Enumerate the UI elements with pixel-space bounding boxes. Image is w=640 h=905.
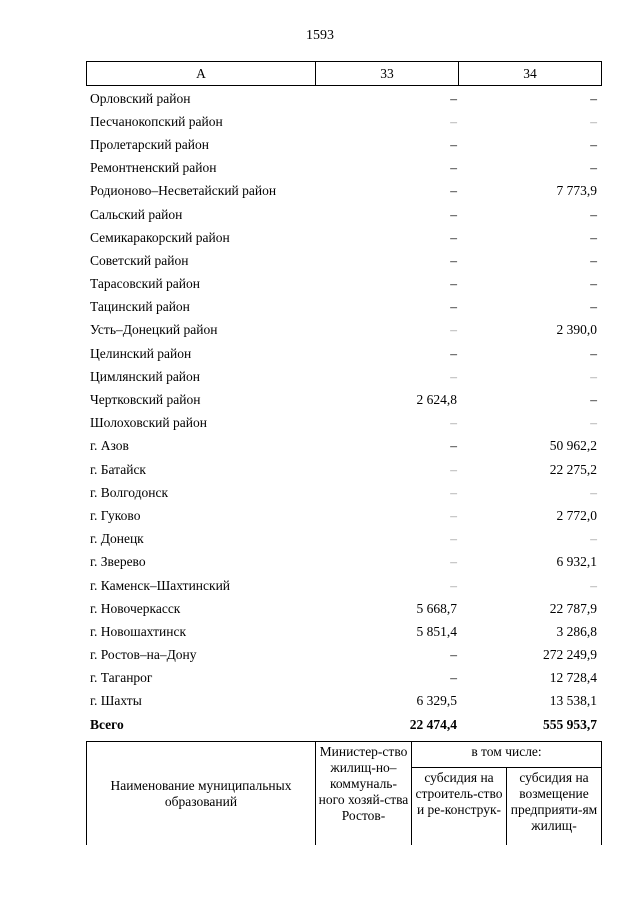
value-col-33: – [450, 507, 457, 523]
table-row [86, 133, 601, 156]
row-name: г. Волгодонск [90, 484, 169, 500]
table-row [86, 667, 601, 690]
value-col-34: – [590, 252, 597, 268]
value-col-33: – [450, 461, 457, 477]
value-col-33: – [450, 438, 457, 454]
table-row [86, 157, 601, 180]
value-col-33: – [450, 252, 457, 268]
value-col-34: 6 932,1 [556, 554, 597, 570]
table-row [86, 597, 601, 620]
table-row [86, 319, 601, 342]
value-col-33: – [450, 322, 457, 338]
value-col-33: – [450, 484, 457, 500]
table-row [86, 87, 601, 110]
value-col-34: – [590, 415, 597, 431]
row-name: Советский район [90, 252, 189, 268]
value-col-34: – [590, 299, 597, 315]
value-col-34: 555 953,7 [543, 716, 597, 732]
table-row [86, 180, 601, 203]
value-col-33: – [450, 368, 457, 384]
table-row [86, 226, 601, 249]
value-col-33: 6 329,5 [416, 693, 457, 709]
row-name: г. Азов [90, 438, 129, 454]
value-col-33: – [450, 136, 457, 152]
row-name: Орловский район [90, 90, 191, 106]
table-row [86, 203, 601, 226]
row-name: Тарасовский район [90, 276, 200, 292]
footer-subsidy-compensation-header: субсидия на возмещение предприяти-ям жилищ- [507, 768, 602, 846]
row-name: Цимлянский район [90, 368, 201, 384]
value-col-34: 22 275,2 [549, 461, 597, 477]
row-name: Семикаракорский район [90, 229, 230, 245]
table-row [86, 435, 601, 458]
value-col-34: 13 538,1 [549, 693, 597, 709]
row-name: Усть–Донецкий район [90, 322, 218, 338]
value-col-34: – [590, 113, 597, 129]
value-col-33: – [450, 577, 457, 593]
table-row [86, 458, 601, 481]
value-col-34: 12 728,4 [549, 670, 597, 686]
value-col-34: 2 390,0 [556, 322, 597, 338]
table-row [86, 644, 601, 667]
value-col-34: – [590, 136, 597, 152]
table-row [86, 296, 601, 319]
value-col-34: – [590, 229, 597, 245]
table-row [86, 528, 601, 551]
value-col-33: 22 474,4 [409, 716, 457, 732]
row-name: г. Новочеркасск [90, 600, 181, 616]
row-name: г. Гуково [90, 507, 141, 523]
row-name: Сальский район [90, 206, 183, 222]
value-col-34: 7 773,9 [556, 183, 597, 199]
row-name: Ремонтненский район [90, 160, 217, 176]
value-col-33: – [450, 299, 457, 315]
value-col-33: 2 624,8 [416, 392, 457, 408]
value-col-33: – [450, 160, 457, 176]
table-row [86, 342, 601, 365]
row-name: г. Зверево [90, 554, 146, 570]
table-row [86, 249, 601, 272]
total-row [86, 713, 601, 736]
page-number: 1593 [306, 28, 334, 43]
value-col-34: 3 286,8 [556, 623, 597, 639]
footer-including-header: в том числе: [412, 742, 602, 768]
value-col-34: 2 772,0 [556, 507, 597, 523]
value-col-33: – [450, 554, 457, 570]
table-row [86, 551, 601, 574]
row-name: Песчанокопский район [90, 113, 223, 129]
table-row [86, 365, 601, 388]
value-col-34: 50 962,2 [549, 438, 597, 454]
value-col-34: – [590, 160, 597, 176]
value-col-34: – [590, 345, 597, 361]
value-col-33: – [450, 415, 457, 431]
column-header-a: А [87, 62, 316, 86]
value-col-34: – [590, 276, 597, 292]
table-row [86, 481, 601, 504]
column-header-34: 34 [459, 62, 602, 86]
value-col-33: – [450, 90, 457, 106]
value-col-33: 5 668,7 [416, 600, 457, 616]
footer-subsidy-construction-header: субсидия на строитель-ство и ре-конструк- [412, 768, 507, 846]
table-row [86, 690, 601, 713]
row-name: Целинский район [90, 345, 192, 361]
value-col-34: – [590, 577, 597, 593]
value-col-33: – [450, 647, 457, 663]
column-header-33: 33 [316, 62, 459, 86]
value-col-34: – [590, 90, 597, 106]
footer-header-table [86, 741, 602, 845]
row-name: Шолоховский район [90, 415, 207, 431]
value-col-33: – [450, 206, 457, 222]
row-name: г. Ростов–на–Дону [90, 647, 197, 663]
row-name: Родионово–Несветайский район [90, 183, 277, 199]
row-name: г. Новошахтинск [90, 623, 186, 639]
value-col-33: – [450, 229, 457, 245]
value-col-34: 272 249,9 [543, 647, 597, 663]
data-rows [86, 87, 601, 736]
value-col-33: – [450, 183, 457, 199]
value-col-33: – [450, 345, 457, 361]
table-row [86, 388, 601, 411]
value-col-34: – [590, 368, 597, 384]
row-name: г. Каменск–Шахтинский [90, 577, 231, 593]
value-col-33: – [450, 113, 457, 129]
row-name: Всего [90, 716, 124, 732]
value-col-33: – [450, 276, 457, 292]
table-row [86, 412, 601, 435]
table-row [86, 110, 601, 133]
value-col-33: – [450, 670, 457, 686]
table-row [86, 620, 601, 643]
footer-ministry-header: Министер-ство жилищ-но–коммуналь-ного хозяй-ства Ростов- [316, 742, 412, 846]
table-row [86, 574, 601, 597]
row-name: г. Шахты [90, 693, 142, 709]
value-col-34: – [590, 206, 597, 222]
footer-name-header: Наименование муниципальных образований [87, 742, 316, 846]
row-name: Пролетарский район [90, 136, 209, 152]
value-col-34: – [590, 484, 597, 500]
table-row [86, 273, 601, 296]
value-col-33: – [450, 531, 457, 547]
table-row [86, 504, 601, 527]
row-name: Чертковский район [90, 392, 201, 408]
row-name: г. Таганрог [90, 670, 153, 686]
row-name: Тацинский район [90, 299, 190, 315]
value-col-33: 5 851,4 [416, 623, 457, 639]
value-col-34: 22 787,9 [549, 600, 597, 616]
row-name: г. Батайск [90, 461, 146, 477]
row-name: г. Донецк [90, 531, 144, 547]
column-header-table [86, 61, 602, 86]
value-col-34: – [590, 531, 597, 547]
value-col-34: – [590, 392, 597, 408]
